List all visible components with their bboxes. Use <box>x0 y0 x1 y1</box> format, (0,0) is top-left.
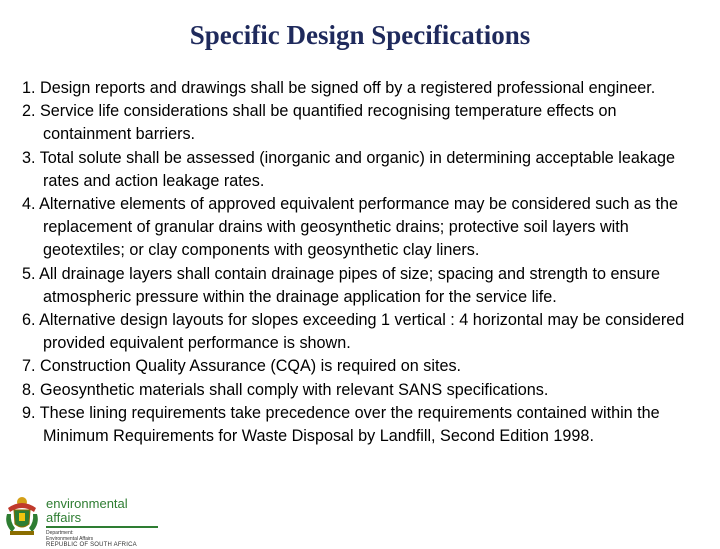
list-item: 5. All drainage layers shall contain drainage pipes of size; spacing and strength to ensure atmospheric pressure within the drainage application for the service life. <box>22 264 661 306</box>
coat-of-arms-icon <box>2 494 42 538</box>
logo-department-line1: Department: <box>46 530 74 536</box>
list-item: 8. Geosynthetic materials shall comply with relevant SANS specifications. <box>22 380 549 399</box>
logo-country: REPUBLIC OF SOUTH AFRICA <box>46 542 137 548</box>
list-item: 7. Construction Quality Assurance (CQA) is required on sites. <box>22 357 462 376</box>
department-logo <box>0 492 170 548</box>
list-item: 4. Alternative elements of approved equivalent performance may be considered such as the replacement of granular drains with geosynthetic drains; protective soil layers with geotextiles; or clay components with geosynthetic clay liners. <box>22 195 678 260</box>
logo-department-line2: Environmental Affairs <box>46 536 94 542</box>
list-item: 2. Service life considerations shall be quantified recognising temperature effects on containment barriers. <box>22 102 617 144</box>
logo-name: environmental affairs <box>46 496 128 525</box>
list-item: 9. These lining requirements take precedence over the requirements contained within the Minimum Requirements for Waste Disposal by Landfill, Second Edition 1998. <box>22 403 660 446</box>
logo-text-block <box>46 497 166 549</box>
list-item: 1. Design reports and drawings shall be signed off by a registered professional engineer. <box>22 79 656 97</box>
list-item: 6. Alternative design layouts for slopes exceeding 1 vertical : 4 horizontal may be considered provided equivalent performance is shown. <box>22 311 685 353</box>
logo-divider <box>46 526 158 528</box>
slide-title: Specific Design Specifications <box>189 20 531 50</box>
specifications-list <box>22 77 702 448</box>
list-item: 3. Total solute shall be assessed (inorganic and organic) in determining acceptable leakage rates and action leakage rates. <box>22 148 675 190</box>
